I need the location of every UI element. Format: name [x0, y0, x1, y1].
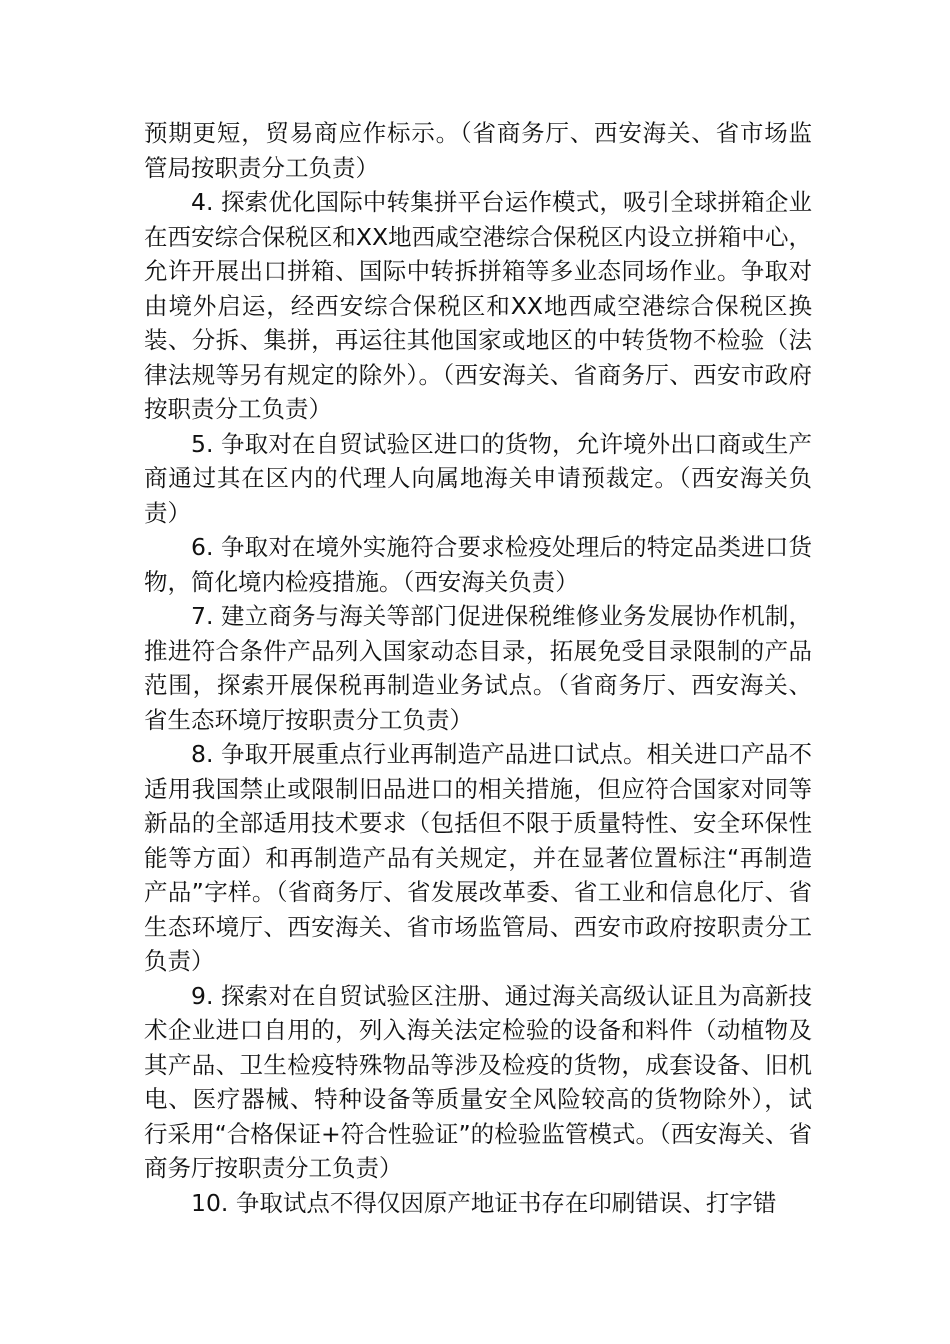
- paragraph-item-8: 8. 争取开展重点行业再制造产品进口试点。相关进口产品不适用我国禁止或限制旧品进口的相关措施，但应符合国家对同等新品的全部适用技术要求（包括但不限于质量特性、安全环保性能等方面）和再制造产品有关规定，并在显著位置标注“再制造产品”字样。（省商务厅、省发展改革委、省工业和信息化厅、省生态环境厅、西安海关、省市场监管局、西安市政府按职责分工负责）: [144, 740, 812, 975]
- paragraph-item-10: 10. 争取试点不得仅因原产地证书存在印刷错误、打字错: [191, 1188, 777, 1217]
- paragraph-item-5: 5. 争取对在自贸试验区进口的货物，允许境外出口商或生产商通过其在区内的代理人向属地海关申请预裁定。（西安海关负责）: [144, 429, 812, 527]
- paragraph-item-4: 4. 探索优化国际中转集拼平台运作模式，吸引全球拼箱企业在西安综合保税区和XX地西咸空港综合保税区内设立拼箱中心，允许开展出口拼箱、国际中转拆拼箱等多业态同场作业。争取对由境外启运，经西安综合保税区和XX地西咸空港综合保税区换装、分拆、集拼，再运往其他国家或地区的中转货物不检验（法律法规等另有规定的除外）。（西安海关、省商务厅、西安市政府按职责分工负责）: [144, 188, 812, 423]
- paragraph-item-6: 6. 争取对在境外实施符合要求检疫处理后的特定品类进口货物，简化境内检疫措施。（西安海关负责）: [144, 533, 812, 596]
- paragraph-item-9: 9. 探索对在自贸试验区注册、通过海关高级认证且为高新技术企业进口自用的，列入海关法定检验的设备和料件（动植物及其产品、卫生检疫特殊物品等涉及检疫的货物，成套设备、旧机电、医疗器械、特种设备等质量安全风险较高的货物除外），试行采用“合格保证+符合性验证”的检验监管模式。（西安海关、省商务厅按职责分工负责）: [144, 981, 812, 1182]
- paragraph-continuation: 预期更短，贸易商应作标示。（省商务厅、西安海关、省市场监管局按职责分工负责）: [144, 119, 812, 182]
- document-body: [144, 116, 812, 1220]
- paragraph-item-7: 7. 建立商务与海关等部门促进保税维修业务发展协作机制，推进符合条件产品列入国家动态目录，拓展免受目录限制的产品范围，探索开展保税再制造业务试点。（省商务厅、西安海关、省生态环境厅按职责分工负责）: [144, 602, 812, 734]
